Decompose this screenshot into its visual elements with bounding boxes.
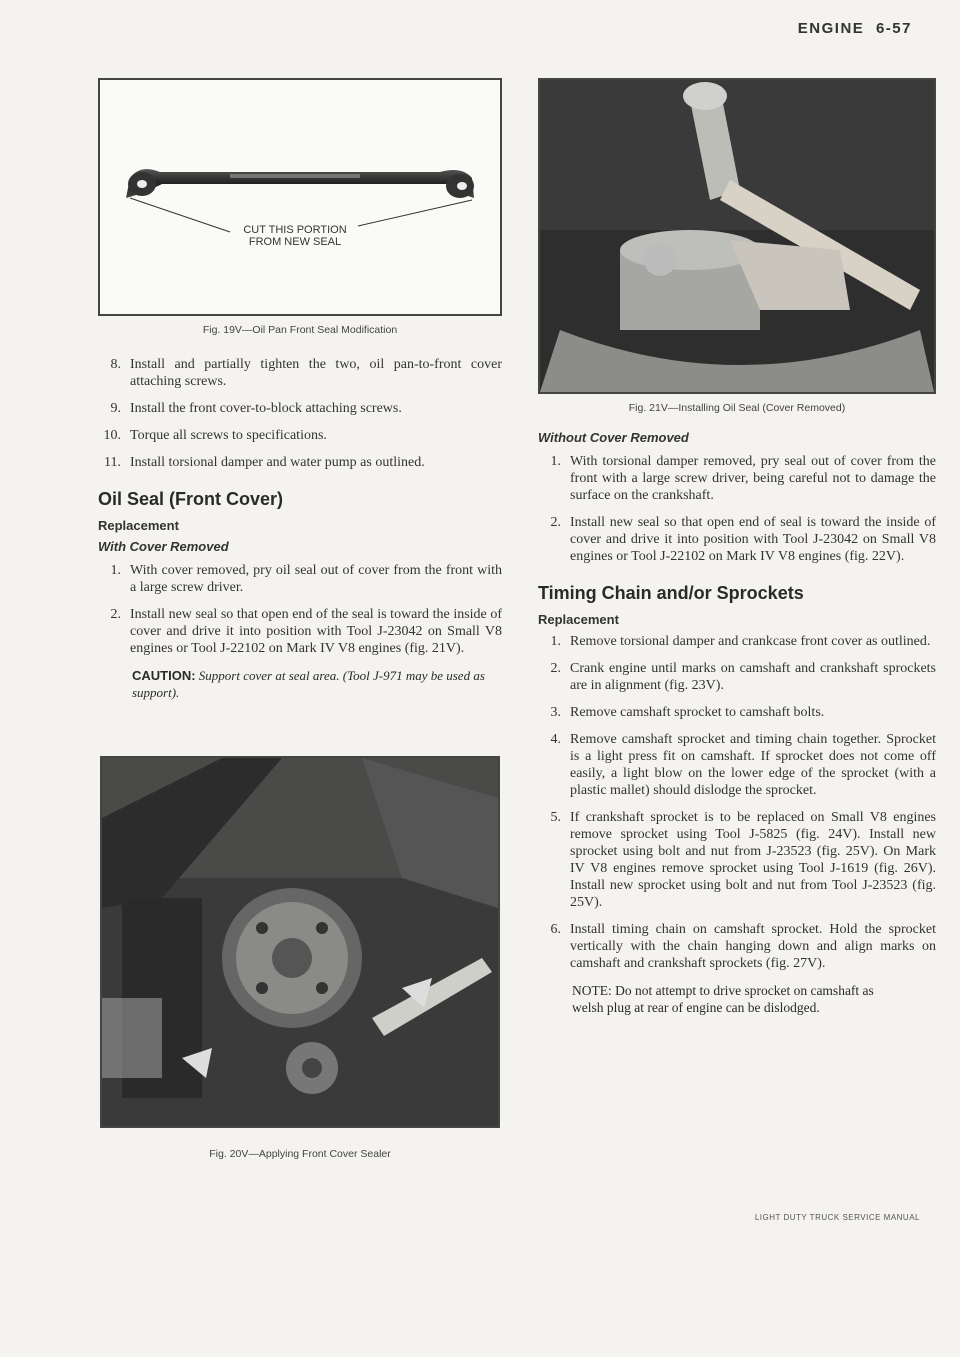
caution-label: CAUTION:	[132, 668, 196, 683]
step-number: 2.	[110, 607, 121, 622]
step-number: 9.	[110, 401, 121, 416]
step-text: With cover removed, pry oil seal out of cover from the front with a large screw driver.	[130, 563, 502, 595]
step-number: 5.	[550, 810, 561, 825]
step-item	[538, 809, 936, 911]
step-item	[538, 660, 936, 694]
step-item	[538, 731, 936, 799]
step-item	[98, 427, 502, 444]
fig-19v-oil-pan-seal	[98, 78, 502, 316]
step-number: 1.	[110, 563, 121, 578]
header-page-number: 6-57	[875, 20, 912, 37]
step-text: Torque all screws to specifications.	[130, 428, 327, 443]
step-text: Install and partially tighten the two, oil pan-to-front cover attaching screws.	[130, 357, 502, 389]
step-text: Remove camshaft sprocket to camshaft bolts.	[570, 705, 825, 720]
subsection-with-cover-removed: With Cover Removed	[98, 539, 229, 554]
step-number: 1.	[550, 634, 561, 649]
seal-callout-line-2: FROM NEW SEAL	[248, 236, 342, 248]
step-item	[538, 921, 936, 972]
section-title-timing-chain: Timing Chain and/or Sprockets	[538, 583, 804, 603]
step-text: Install torsional damper and water pump as outlined.	[130, 455, 425, 470]
step-item	[98, 562, 502, 596]
step-number: 4.	[550, 732, 561, 747]
step-text: If crankshaft sprocket is to be replaced on Small V8 engines remove sprocket using Tool J-5825 (fig. 24V). Install new sprocket using bolt and nut from J-23523 (fig. 25V). On Mark IV V8 engines remove sprocket using Tool J-1619 (fig. 26V). Install new sprocket using bolt and nut from Tool J-23523 (fig. 25V).	[570, 810, 936, 910]
step-text: Install timing chain on camshaft sprocket. Hold the sprocket vertically with the chain hanging down and align marks on camshaft and crankshaft sprockets (fig. 27V).	[570, 922, 936, 971]
page-header	[792, 20, 912, 37]
subsection-without-cover-removed: Without Cover Removed	[538, 430, 689, 445]
step-item	[538, 514, 936, 565]
subsection-replacement: Replacement	[98, 518, 179, 533]
seal-callout-line-1: CUT THIS PORTION	[243, 224, 347, 236]
step-number: 11.	[104, 455, 121, 470]
fig-20v-front-cover-sealer-photo	[100, 756, 500, 1128]
engine-block-photo	[102, 758, 498, 1126]
page-footer: LIGHT DUTY TRUCK SERVICE MANUAL	[754, 1213, 920, 1222]
step-number: 1.	[550, 454, 561, 469]
step-number: 3.	[550, 705, 561, 720]
step-item	[98, 356, 502, 390]
step-number: 6.	[550, 922, 561, 937]
step-number: 10.	[103, 428, 121, 443]
right-column	[538, 78, 936, 1016]
left-column	[98, 78, 502, 1160]
step-text: Install new seal so that open end of the seal is toward the inside of cover and drive it into position with Tool J-23042 on Small V8 engines or Tool J-22102 on Mark IV V8 engines (fig. 21V).	[130, 607, 502, 656]
section-title-oil-seal: Oil Seal (Front Cover)	[98, 489, 284, 509]
step-item	[98, 400, 502, 417]
step-item	[538, 453, 936, 504]
header-section: ENGINE	[797, 20, 865, 37]
timing-note: NOTE: Do not attempt to drive sprocket on camshaft as welsh plug at rear of engine can be dislodged.	[572, 983, 874, 1015]
oil-pan-seal-illustration	[100, 80, 500, 314]
step-text: Crank engine until marks on camshaft and crankshaft sprockets are in alignment (fig. 23V).	[570, 661, 936, 693]
caution-text: Support cover at seal area. (Tool J-971 may be used as support).	[132, 668, 485, 700]
fig-21v-caption: Fig. 21V—Installing Oil Seal (Cover Removed)	[628, 402, 846, 414]
caution-note	[132, 667, 502, 701]
step-text: With torsional damper removed, pry seal out of cover from the front with a large screw driver, being careful not to damage the surface on the crankshaft.	[570, 454, 936, 503]
seal-callout-label	[230, 224, 360, 248]
step-text: Install new seal so that open end of seal is toward the inside of cover and drive it into position with Tool J-23042 on Small V8 engines or Tool J-22102 on Mark IV V8 engines (fig. 22V).	[570, 515, 936, 564]
step-item	[538, 704, 936, 721]
left-steps-list	[98, 356, 502, 471]
step-text: Remove torsional damper and crankcase front cover as outlined.	[570, 634, 931, 649]
step-number: 8.	[110, 357, 121, 372]
subsection-replacement-timing: Replacement	[538, 612, 619, 627]
fig-21v-installing-oil-seal-photo	[538, 78, 936, 394]
fig-20v-caption: Fig. 20V—Applying Front Cover Sealer	[209, 1148, 391, 1160]
step-item	[98, 606, 502, 657]
step-text: Remove camshaft sprocket and timing chain together. Sprocket is a light press fit on camshaft. If sprocket does not come off easily, a light blow on the lower edge of the sprocket (with a plastic mallet) should dislodge the sprocket.	[570, 732, 936, 798]
seal-installation-photo	[540, 80, 934, 392]
fig-19v-caption: Fig. 19V—Oil Pan Front Seal Modification	[202, 324, 398, 336]
step-item	[538, 633, 936, 650]
step-text: Install the front cover-to-block attaching screws.	[130, 401, 402, 416]
step-number: 2.	[550, 515, 561, 530]
step-number: 2.	[550, 661, 561, 676]
step-item	[98, 454, 502, 471]
